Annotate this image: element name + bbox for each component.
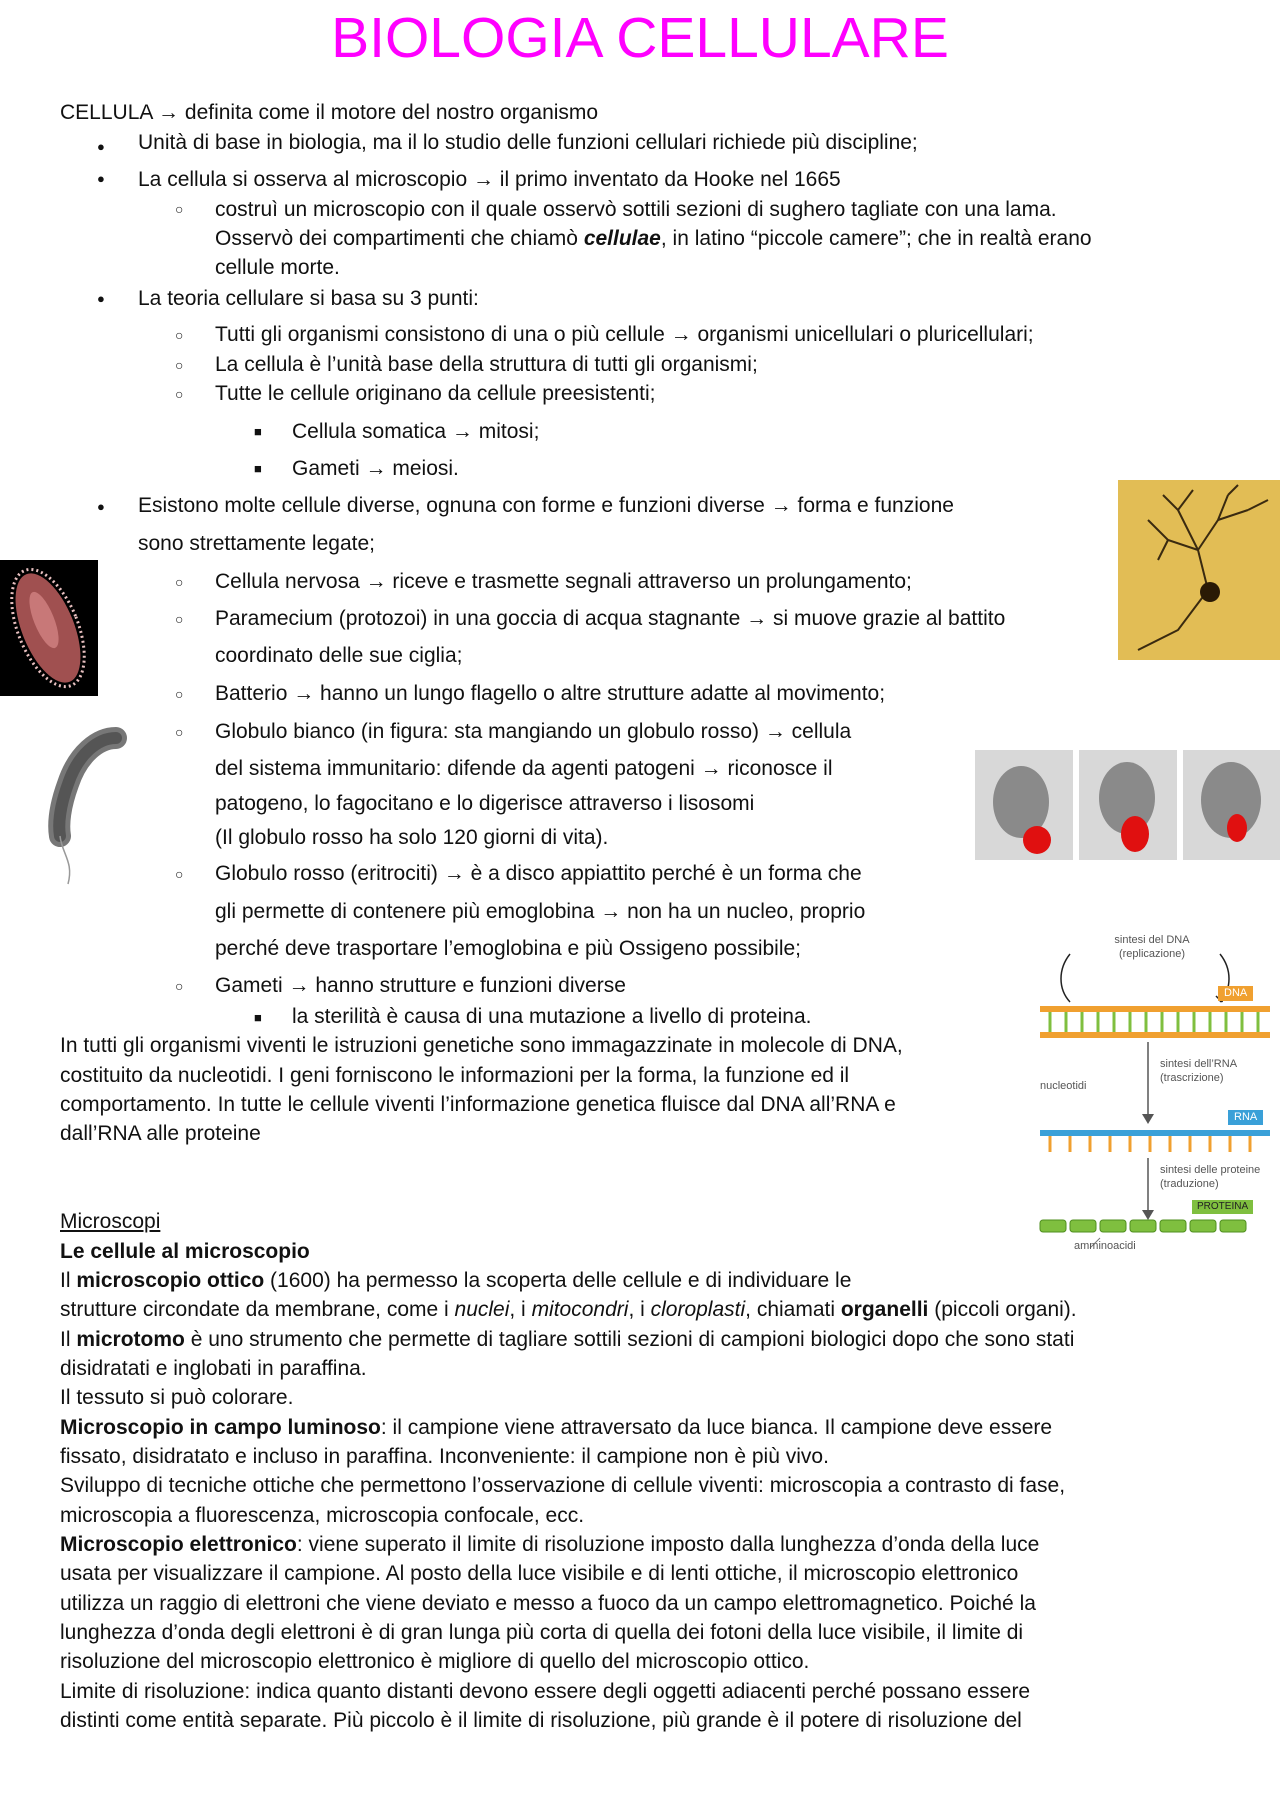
dna-paragraph-line: dall’RNA alle proteine bbox=[60, 1122, 261, 1145]
dna-rna-protein-diagram bbox=[1030, 924, 1280, 1254]
sub-bullet-text: (Il globulo rosso ha solo 120 giorni di vita). bbox=[215, 826, 609, 849]
body-line: Limite di risoluzione: indica quanto distanti devono essere degli oggetti adiacenti perché possano essere bbox=[60, 1680, 1031, 1703]
sub-bullet-ring bbox=[175, 979, 183, 993]
sub-bullet-text: Batterio → hanno un lungo flagello o altre strutture adatte al movimento; bbox=[215, 682, 886, 705]
body-line: lunghezza d’onda degli elettroni è di gran lunga più corta di quella dei fotoni della luce visibile, il limite di bbox=[60, 1621, 1024, 1644]
bullet-text: Unità di base in biologia, ma il lo studio delle funzioni cellulari richiede più discipline; bbox=[138, 131, 918, 154]
dna-paragraph-line: comportamento. In tutte le cellule viventi l’informazione genetica fluisce dal DNA all’RNA e bbox=[60, 1093, 896, 1116]
sub-bullet-text: gli permette di contenere più emoglobina → non ha un nucleo, proprio bbox=[215, 900, 866, 923]
bullet-dot bbox=[97, 500, 105, 513]
diagram-tag-rna: RNA bbox=[1228, 1110, 1263, 1125]
sub-bullet-text: patogeno, lo fagocitano e lo digerisce attraverso i lisosomi bbox=[215, 792, 755, 815]
body-line: Microscopio in campo luminoso: il campione viene attraversato da luce bianca. Il campione deve essere bbox=[60, 1416, 1053, 1439]
sub-bullet-text: Globulo rosso (eritrociti) → è a disco appiattito perché è un forma che bbox=[215, 862, 862, 885]
sub-bullet-ring bbox=[175, 612, 183, 626]
sub-bullet-text: Cellula nervosa → riceve e trasmette segnali attraverso un prolungamento; bbox=[215, 570, 912, 593]
sub-sub-bullet-text: la sterilità è causa di una mutazione a livello di proteina. bbox=[292, 1005, 812, 1028]
sub-bullet-text: perché deve trasportare l’emoglobina e più Ossigeno possibile; bbox=[215, 937, 802, 960]
sub-bullet-text: Gameti → hanno strutture e funzioni diverse bbox=[215, 974, 626, 997]
body-line: Il tessuto si può colorare. bbox=[60, 1386, 294, 1409]
sub-bullet-ring bbox=[175, 387, 183, 401]
dna-paragraph-line: costituito da nucleotidi. I geni forniscono le informazioni per la forma, la funzione ed il bbox=[60, 1064, 850, 1087]
sub-bullet-text: Paramecium (protozoi) in una goccia di acqua stagnante → si muove grazie al battito bbox=[215, 607, 1006, 630]
sub-bullet-text: Globulo bianco (in figura: sta mangiando un globulo rosso) → cellula bbox=[215, 720, 852, 743]
diagram-label: (replicazione) bbox=[1118, 948, 1186, 960]
diagram-label: sintesi del DNA bbox=[1114, 934, 1190, 946]
section-subheading: Le cellule al microscopio bbox=[60, 1240, 310, 1263]
sub-bullet-text: del sistema immunitario: difende da agenti patogeni → riconosce il bbox=[215, 757, 833, 780]
sub-bullet-ring bbox=[175, 358, 183, 372]
sub-sub-bullet-text: Gameti → meiosi. bbox=[292, 457, 459, 480]
sub-sub-bullet-square bbox=[254, 425, 262, 438]
bullet-text: La cellula si osserva al microscopio → il primo inventato da Hooke nel 1665 bbox=[138, 168, 841, 191]
bullet-dot bbox=[97, 292, 105, 305]
diagram-label: sintesi dell’RNA bbox=[1160, 1058, 1238, 1070]
bacterium-image bbox=[38, 724, 138, 889]
sub-bullet-text: Osservò dei compartimenti che chiamò cellulae, in latino “piccole camere”; che in realtà erano bbox=[215, 227, 1092, 250]
sub-bullet-ring bbox=[175, 867, 183, 881]
diagram-label: (traduzione) bbox=[1160, 1178, 1219, 1190]
body-line: strutture circondate da membrane, come i nuclei, i mitocondri, i cloroplasti, chiamati organelli (piccoli organi). bbox=[60, 1298, 1077, 1321]
diagram-label: nucleotidi bbox=[1040, 1080, 1087, 1092]
sub-bullet-ring bbox=[175, 202, 183, 216]
sub-bullet-text: Tutti gli organismi consistono di una o più cellule → organismi unicellulari o pluricellulari; bbox=[215, 323, 1034, 346]
intro-line: CELLULA → definita come il motore del nostro organismo bbox=[60, 101, 599, 124]
diagram-tag-dna: DNA bbox=[1218, 986, 1253, 1001]
paramecium-image bbox=[0, 560, 98, 696]
body-line: disidratati e inglobati in paraffina. bbox=[60, 1357, 367, 1380]
bullet-text: La teoria cellulare si basa su 3 punti: bbox=[138, 287, 479, 310]
bullet-text: Esistono molte cellule diverse, ognuna con forme e funzioni diverse → forma e funzione bbox=[138, 494, 954, 517]
body-line: fissato, disidratato e incluso in paraffina. Inconveniente: il campione non è più vivo. bbox=[60, 1445, 829, 1468]
diagram-label: sintesi delle proteine bbox=[1160, 1164, 1261, 1176]
sub-bullet-ring bbox=[175, 328, 183, 342]
diagram-tag-proteina: PROTEINA bbox=[1192, 1200, 1253, 1214]
dna-paragraph-line: In tutti gli organismi viventi le istruzioni genetiche sono immagazzinate in molecole di DNA, bbox=[60, 1034, 903, 1057]
diagram-label: (trascrizione) bbox=[1160, 1072, 1224, 1084]
white-blood-cell-image bbox=[975, 750, 1280, 860]
body-line: utilizza un raggio di elettroni che viene deviato e messo a fuoco da un campo elettromagnetico. Poiché la bbox=[60, 1592, 1036, 1615]
body-line: distinti come entità separate. Più piccolo è il limite di risoluzione, più grande è il potere di risoluzione del bbox=[60, 1709, 1022, 1732]
nerve-cell-image bbox=[1118, 480, 1280, 660]
body-line: risoluzione del microscopio elettronico è migliore di quello del microscopio ottico. bbox=[60, 1650, 810, 1673]
sub-bullet-text: coordinato delle sue ciglia; bbox=[215, 644, 463, 667]
body-line: Sviluppo di tecniche ottiche che permettono l’osservazione di cellule viventi: microscopia a contrasto di fase, bbox=[60, 1474, 1066, 1497]
sub-bullet-ring bbox=[175, 575, 183, 589]
bullet-text: sono strettamente legate; bbox=[138, 532, 375, 555]
section-heading: Microscopi bbox=[60, 1210, 161, 1233]
sub-sub-bullet-text: Cellula somatica → mitosi; bbox=[292, 420, 540, 443]
sub-sub-bullet-square bbox=[254, 1011, 262, 1024]
bullet-dot bbox=[97, 172, 105, 185]
sub-bullet-ring bbox=[175, 687, 183, 701]
page-title: BIOLOGIA CELLULARE bbox=[331, 6, 949, 70]
bullet-dot bbox=[97, 140, 105, 153]
body-line: microscopia a fluorescenza, microscopia confocale, ecc. bbox=[60, 1504, 585, 1527]
diagram-label: amminoacidi bbox=[1074, 1240, 1136, 1252]
body-line: Microscopio elettronico: viene superato il limite di risoluzione imposto dalla lunghezza d’onda della luce bbox=[60, 1533, 1040, 1556]
body-line: Il microtomo è uno strumento che permette di tagliare sottili sezioni di campioni biologici dopo che sono stati bbox=[60, 1328, 1075, 1351]
sub-bullet-text: Tutte le cellule originano da cellule preesistenti; bbox=[215, 382, 656, 405]
sub-bullet-text: costruì un microscopio con il quale osservò sottili sezioni di sughero tagliate con una lama. bbox=[215, 198, 1057, 221]
body-line: usata per visualizzare il campione. Al posto della luce visibile e di lenti ottiche, il microscopio elettronico bbox=[60, 1562, 1019, 1585]
sub-bullet-ring bbox=[175, 725, 183, 739]
sub-sub-bullet-square bbox=[254, 462, 262, 475]
body-line: Il microscopio ottico (1600) ha permesso la scoperta delle cellule e di individuare le bbox=[60, 1269, 852, 1292]
sub-bullet-text: La cellula è l’unità base della struttura di tutti gli organismi; bbox=[215, 353, 758, 376]
sub-bullet-text: cellule morte. bbox=[215, 256, 340, 279]
